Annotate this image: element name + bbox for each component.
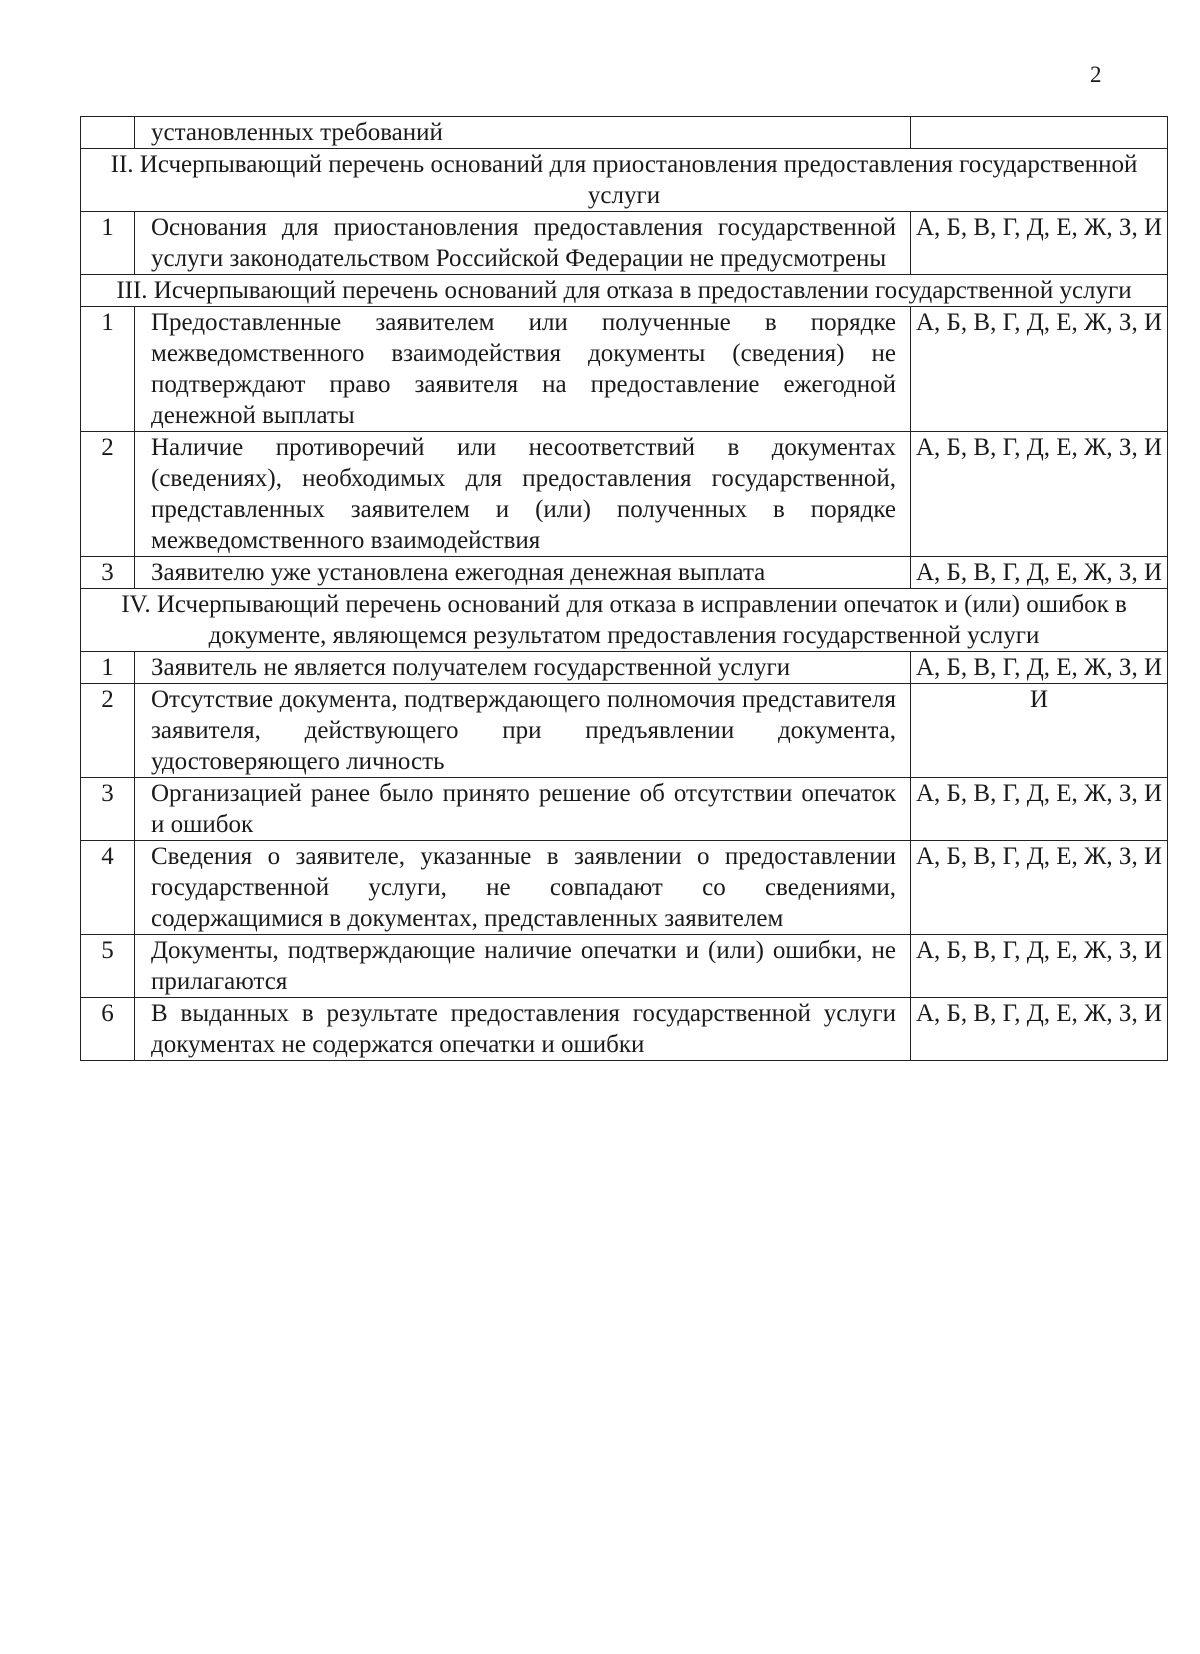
table-row	[81, 432, 1168, 557]
row-text: Заявитель не является получателем государственной услуги	[135, 652, 911, 684]
row-number-cell	[81, 117, 135, 149]
row-codes: А, Б, В, Г, Д, Е, Ж, З, И	[911, 212, 1168, 275]
section-header-row	[81, 589, 1168, 652]
row-codes: А, Б, В, Г, Д, Е, Ж, З, И	[911, 652, 1168, 684]
row-codes-cell	[911, 117, 1168, 149]
table-row	[81, 998, 1168, 1061]
row-number: 2	[81, 432, 135, 557]
row-text: Организацией ранее было принято решение об отсутствии опечаток и ошибок	[135, 778, 911, 841]
row-number: 3	[81, 778, 135, 841]
row-number: 6	[81, 998, 135, 1061]
row-number: 1	[81, 307, 135, 432]
row-codes: А, Б, В, Г, Д, Е, Ж, З, И	[911, 307, 1168, 432]
row-text: Наличие противоречий или несоответствий в документах (сведениях), необходимых для предоставления государственной, представленных заявителем и (или) полученных в порядке межведомственного взаимодействия	[135, 432, 911, 557]
table-row	[81, 684, 1168, 778]
row-number: 2	[81, 684, 135, 778]
row-codes: А, Б, В, Г, Д, Е, Ж, З, И	[911, 841, 1168, 935]
row-text-cell: установленных требований	[135, 117, 911, 149]
row-text: Документы, подтверждающие наличие опечатки и (или) ошибки, не прилагаются	[135, 935, 911, 998]
row-codes: А, Б, В, Г, Д, Е, Ж, З, И	[911, 935, 1168, 998]
section-title: II. Исчерпывающий перечень оснований для приостановления предоставления государственной услуги	[81, 149, 1168, 212]
table-row	[81, 841, 1168, 935]
section-header-row	[81, 149, 1168, 212]
row-number: 1	[81, 212, 135, 275]
table-row-continuation	[81, 117, 1168, 149]
table-row	[81, 307, 1168, 432]
row-text: Основания для приостановления предоставления государственной услуги законодательством Российской Федерации не предусмотрены	[135, 212, 911, 275]
table-row	[81, 212, 1168, 275]
section-header-row	[81, 275, 1168, 307]
table-row	[81, 557, 1168, 589]
row-codes: А, Б, В, Г, Д, Е, Ж, З, И	[911, 778, 1168, 841]
row-codes: А, Б, В, Г, Д, Е, Ж, З, И	[911, 557, 1168, 589]
row-codes: А, Б, В, Г, Д, Е, Ж, З, И	[911, 998, 1168, 1061]
table-row	[81, 652, 1168, 684]
section-title: III. Исчерпывающий перечень оснований для отказа в предоставлении государственной услуги	[81, 275, 1168, 307]
page-number: 2	[1090, 62, 1102, 87]
row-text: Заявителю уже установлена ежегодная денежная выплата	[135, 557, 911, 589]
row-number: 3	[81, 557, 135, 589]
row-number: 1	[81, 652, 135, 684]
row-text: Сведения о заявителе, указанные в заявлении о предоставлении государственной услуги, не совпадают со сведениями, содержащимися в документах, представленных заявителем	[135, 841, 911, 935]
row-number: 5	[81, 935, 135, 998]
row-text: Отсутствие документа, подтверждающего полномочия представителя заявителя, действующего при предъявлении документа, удостоверяющего личность	[135, 684, 911, 778]
row-text: В выданных в результате предоставления государственной услуги документах не содержатся опечатки и ошибки	[135, 998, 911, 1061]
row-codes: И	[911, 684, 1168, 778]
row-number: 4	[81, 841, 135, 935]
table-row	[81, 935, 1168, 998]
table-row	[81, 778, 1168, 841]
row-text: Предоставленные заявителем или полученные в порядке межведомственного взаимодействия документы (сведения) не подтверждают право заявителя на предоставление ежегодной денежной выплаты	[135, 307, 911, 432]
section-title: IV. Исчерпывающий перечень оснований для отказа в исправлении опечаток и (или) ошибок в документе, являющемся результатом предоставления государственной услуги	[81, 589, 1168, 652]
grounds-table	[80, 116, 1168, 1061]
row-codes: А, Б, В, Г, Д, Е, Ж, З, И	[911, 432, 1168, 557]
